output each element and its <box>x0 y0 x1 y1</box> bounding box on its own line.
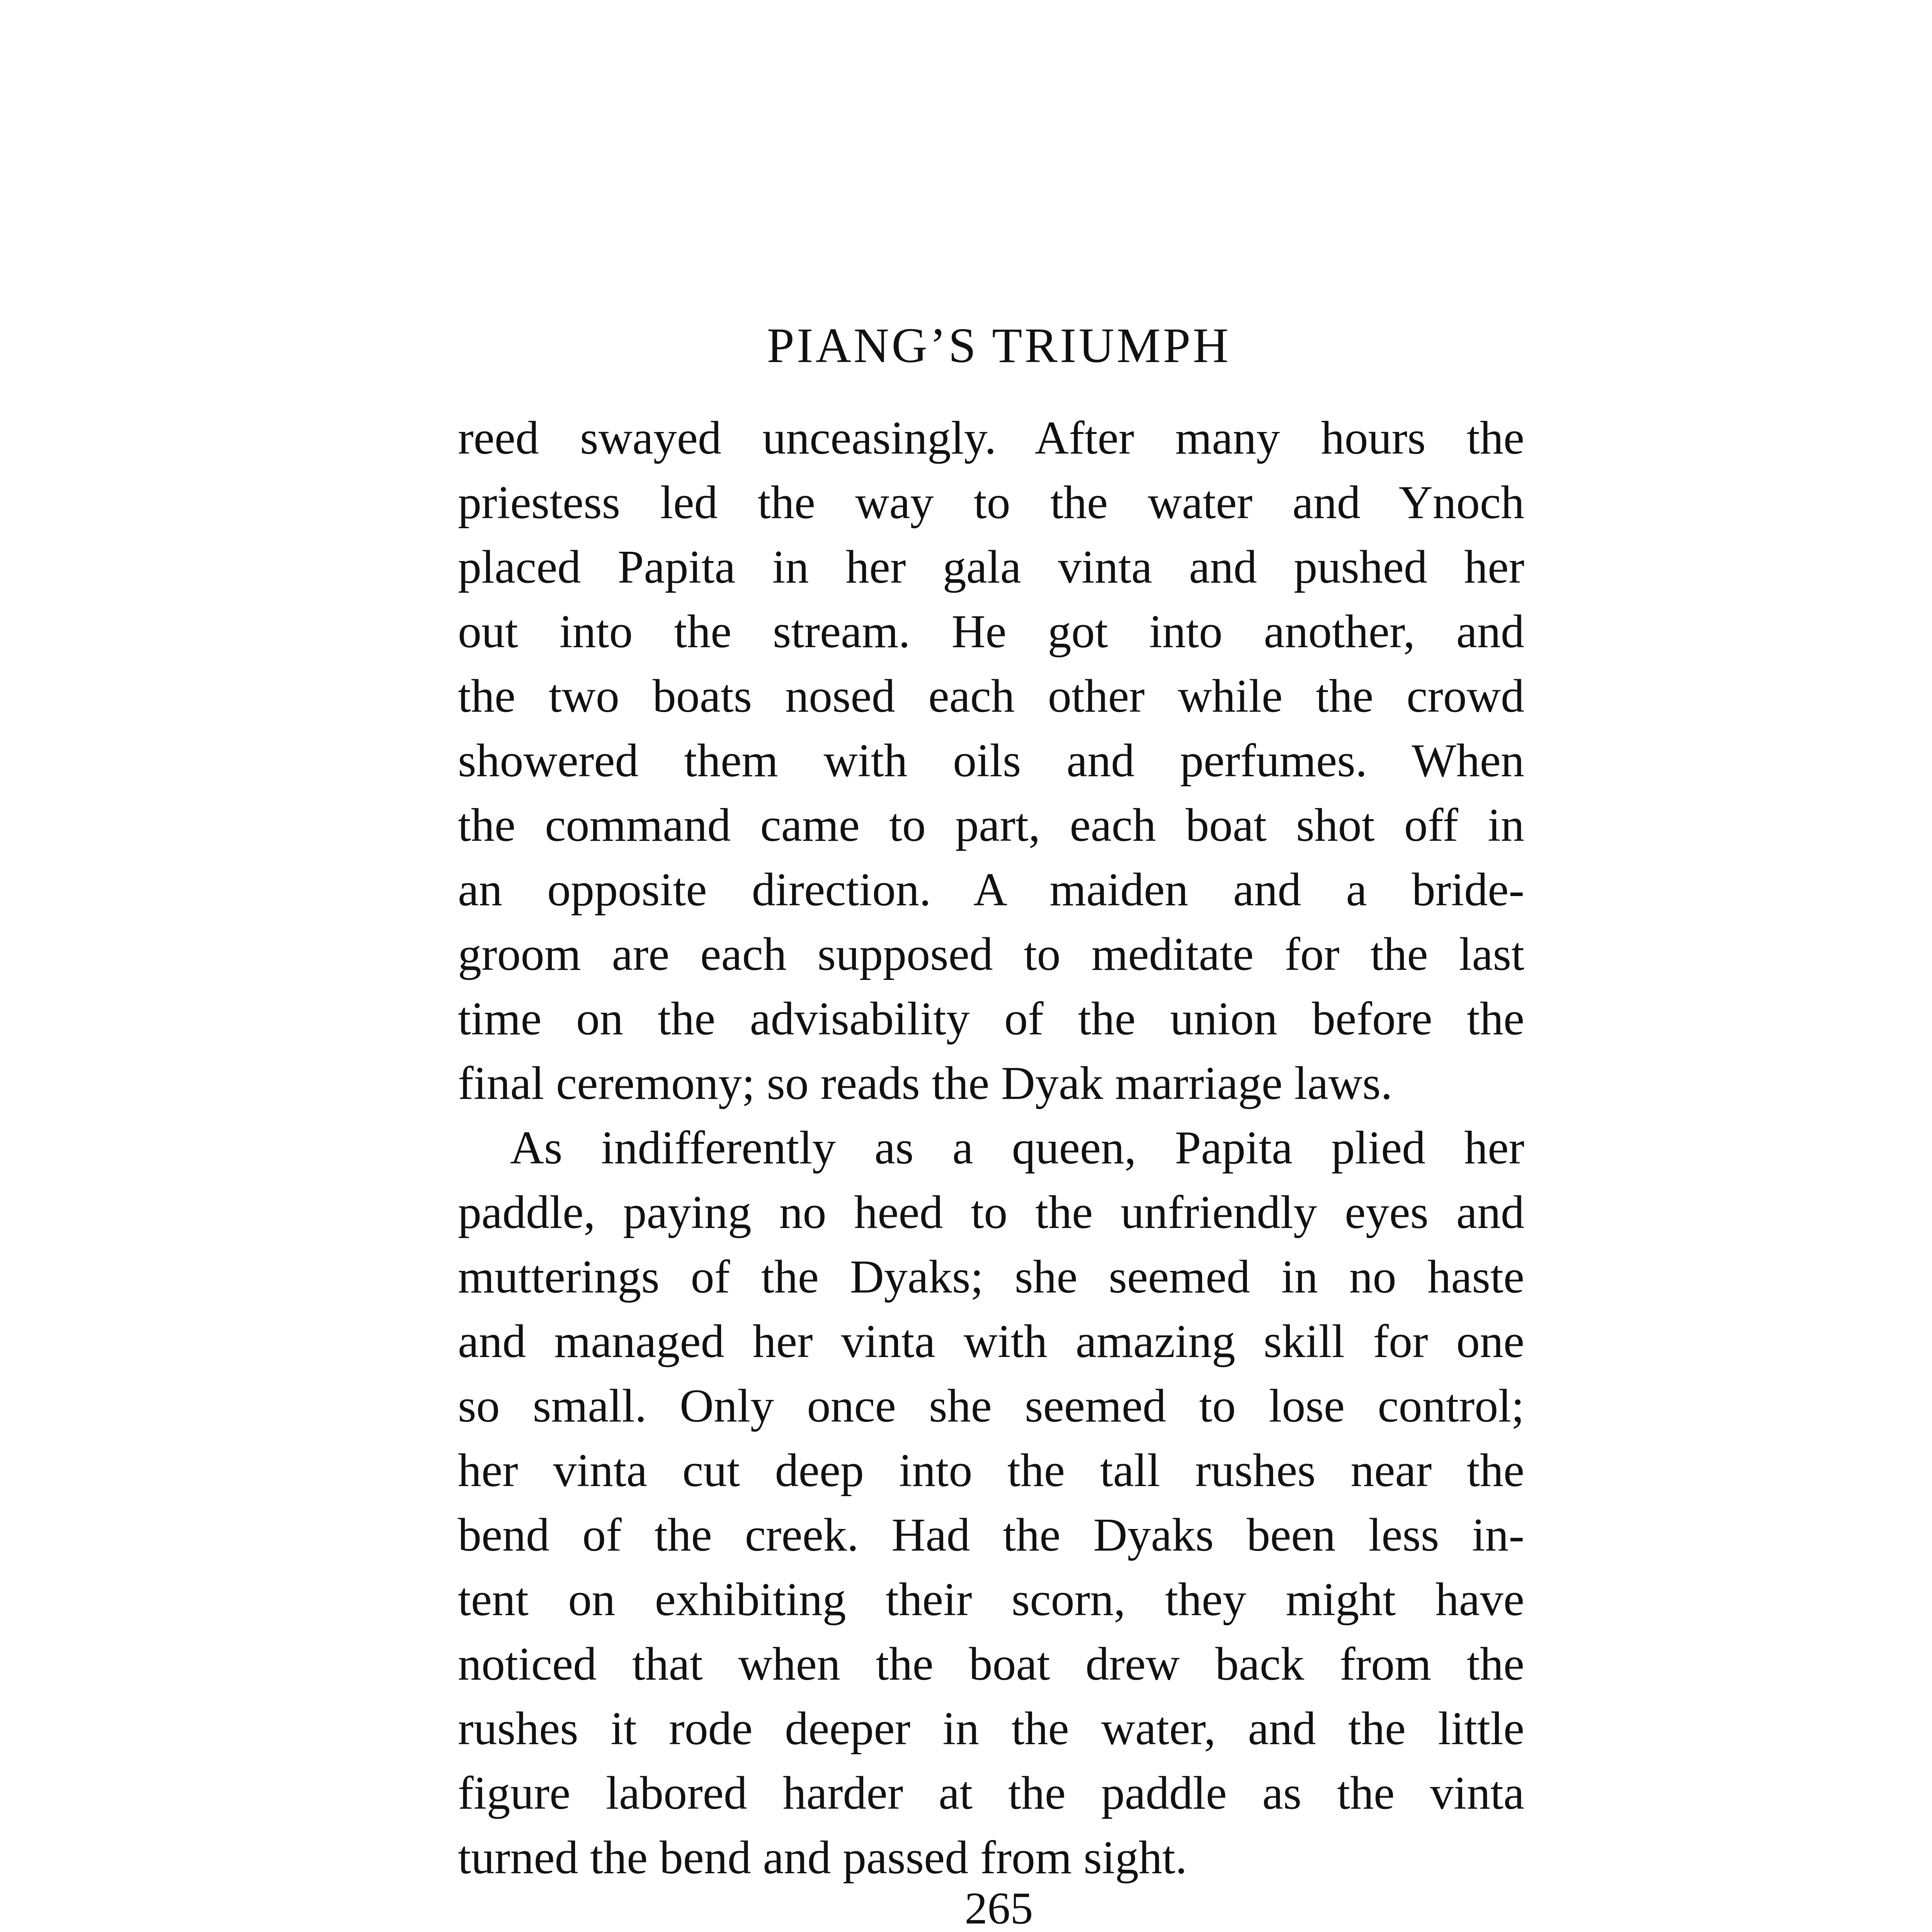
text-line: and managed her vinta with amazing skill for one <box>458 1315 1524 1367</box>
text-line: placed Papita in her gala vinta and pushed her <box>458 541 1524 593</box>
text-line: tent on exhibiting their scorn, they might have <box>458 1573 1524 1626</box>
text-line: bend of the creek. Had the Dyaks been less in- <box>458 1509 1524 1561</box>
text-line: groom are each supposed to meditate for the last <box>458 928 1524 980</box>
text-line: her vinta cut deep into the tall rushes near the <box>458 1444 1524 1497</box>
page-number: 265 <box>964 1883 1033 1932</box>
text-line: paddle, paying no heed to the unfriendly eyes and <box>458 1186 1524 1238</box>
text-line: final ceremony; so reads the Dyak marriage laws. <box>458 1057 1393 1109</box>
text-line: time on the advisability of the union before the <box>458 993 1524 1045</box>
text-line: the command came to part, each boat shot off in <box>458 799 1524 851</box>
running-header: PIANG’S TRIUMPH <box>767 318 1231 373</box>
text-line: figure labored harder at the paddle as the vinta <box>458 1767 1524 1819</box>
text-line: out into the stream. He got into another, and <box>458 605 1524 658</box>
paragraph-start-line: As indifferently as a queen, Papita plied her <box>510 1122 1524 1174</box>
text-line: an opposite direction. A maiden and a bride- <box>458 864 1524 916</box>
text-line: so small. Only once she seemed to lose control; <box>458 1380 1524 1432</box>
text-line: the two boats nosed each other while the crowd <box>458 670 1524 722</box>
text-line: mutterings of the Dyaks; she seemed in no haste <box>458 1251 1524 1303</box>
text-line: noticed that when the boat drew back from the <box>458 1638 1524 1690</box>
text-line: rushes it rode deeper in the water, and the little <box>458 1702 1524 1755</box>
text-line: turned the bend and passed from sight. <box>458 1832 1187 1884</box>
text-line: showered them with oils and perfumes. When <box>458 735 1524 787</box>
body-text <box>458 406 1524 1890</box>
text-line: priestess led the way to the water and Ynoch <box>458 476 1524 529</box>
text-line: reed swayed unceasingly. After many hours the <box>458 412 1524 464</box>
